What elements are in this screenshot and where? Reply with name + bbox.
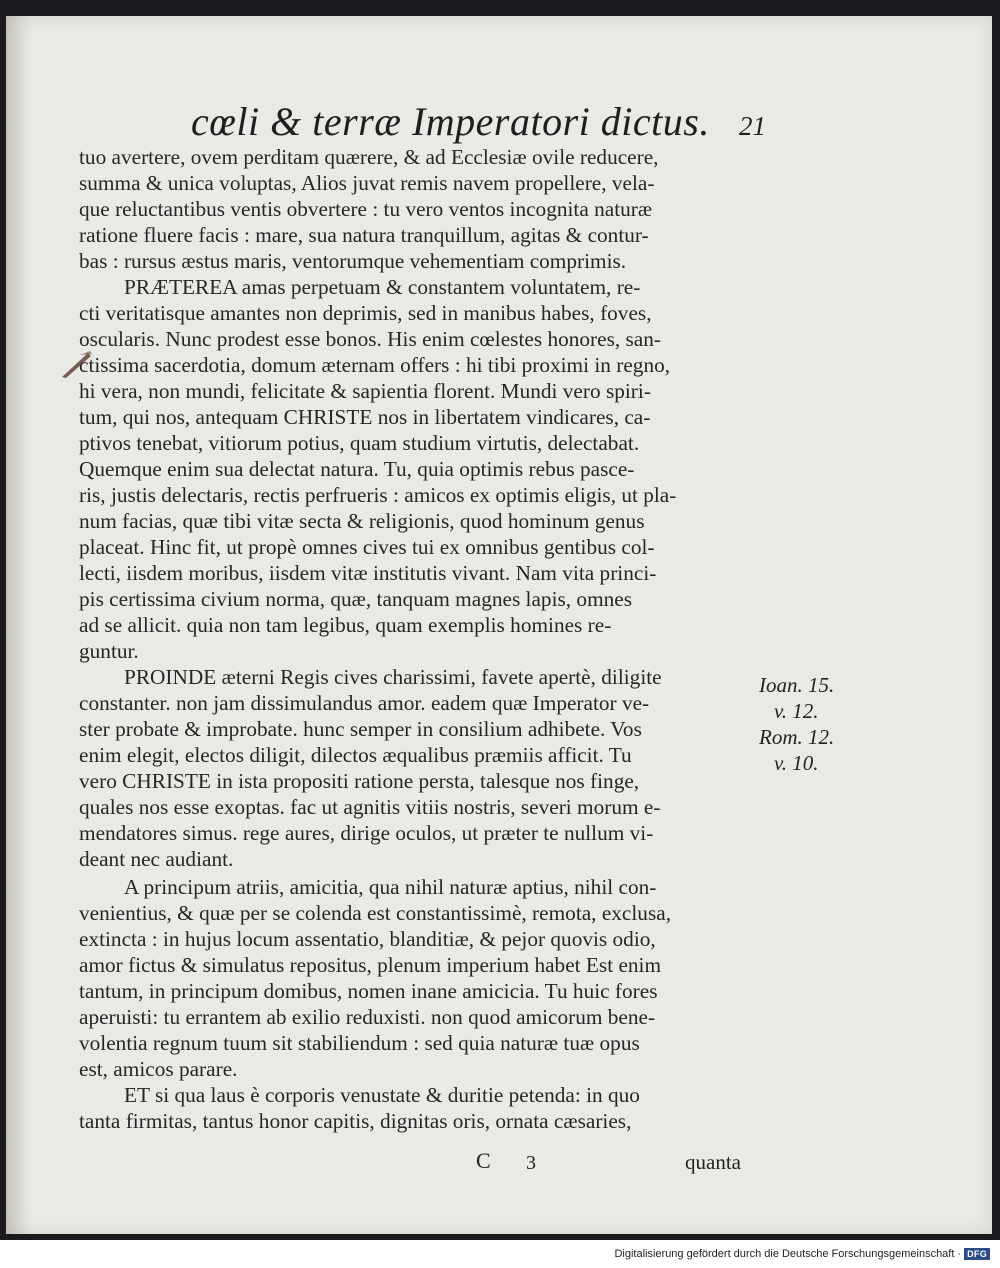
- text-line: tuo avertere, ovem perditam quærere, & ad Ecclesiæ ovile reducere,: [79, 145, 659, 169]
- attribution-text: Digitalisierung gefördert durch die Deutsche Forschungsgemeinschaft: [614, 1248, 955, 1260]
- text-line: deant nec audiant.: [79, 847, 234, 871]
- text-line: ET si qua laus è corporis venustate & duritie petenda: in quo: [124, 1083, 640, 1107]
- text-line: pis certissima civium norma, quæ, tanquam magnes lapis, omnes: [79, 587, 633, 611]
- text-line: quales nos esse exoptas. fac ut agnitis vitiis nostris, severi morum e-: [79, 795, 661, 819]
- text-line: bas : rursus æstus maris, ventorumque vehementiam comprimis.: [79, 249, 627, 273]
- text-line: vero CHRISTE in ista propositi ratione persta, talesque nos finge,: [79, 769, 640, 793]
- text-line: que reluctantibus ventis obvertere : tu vero ventos incognita naturæ: [79, 197, 653, 221]
- text-line: enim elegit, electos diligit, dilectos æqualibus præmiis afficit. Tu: [79, 743, 632, 767]
- text-line: ad se allicit. quia non tam legibus, quam exemplis homines re-: [79, 613, 612, 637]
- text-line: A principum atriis, amicitia, qua nihil naturæ aptius, nihil con-: [124, 875, 657, 899]
- text-line: ster probate & improbate. hunc semper in consilium adhibete. Vos: [79, 717, 642, 741]
- text-line: ptivos tenebat, vitiorum potius, quam studium virtutis, delectabat.: [79, 431, 640, 455]
- running-title: cœli & terræ Imperatori dictus.: [191, 99, 710, 144]
- dfg-logo-icon: DFG: [964, 1248, 990, 1260]
- text-line: oscularis. Nunc prodest esse bonos. His enim cœlestes honores, san-: [79, 327, 662, 351]
- text-line: tanta firmitas, tantus honor capitis, dignitas oris, ornata cæsaries,: [79, 1109, 632, 1133]
- text-line: ctissima sacerdotia, domum æternam offers : hi tibi proximi in regno,: [79, 353, 671, 377]
- margin-note: Rom. 12.: [759, 725, 835, 749]
- text-line: PRÆTEREA amas perpetuam & constantem voluntatem, re-: [124, 275, 641, 299]
- signature-mark: C: [476, 1148, 491, 1173]
- catchword: quanta: [685, 1150, 741, 1174]
- text-line: num facias, quæ tibi vitæ secta & religionis, quod hominum genus: [79, 509, 645, 533]
- text-line: guntur.: [79, 639, 139, 663]
- text-line: placeat. Hinc fit, ut propè omnes cives tui ex omnibus gentibus col-: [79, 535, 655, 559]
- text-line: aperuisti: tu errantem ab exilio reduxisti. non quod amicorum bene-: [79, 1005, 656, 1029]
- attribution-separator: ·: [957, 1248, 962, 1260]
- text-line: ris, justis delectaris, rectis perfrueris : amicos ex optimis eligis, ut pla-: [79, 483, 677, 507]
- text-line: PROINDE æterni Regis cives charissimi, favete apertè, diligite: [124, 665, 662, 689]
- text-line: constanter. non jam dissimulandus amor. eadem quæ Imperator ve-: [79, 691, 650, 715]
- book-page: [6, 16, 992, 1234]
- margin-note: v. 10.: [774, 751, 819, 775]
- text-line: tum, qui nos, antequam CHRISTE nos in libertatem vindicares, ca-: [79, 405, 651, 429]
- signature-number: 3: [526, 1152, 536, 1174]
- text-line: hi vera, non mundi, felicitate & sapientia florent. Mundi vero spiri-: [79, 379, 651, 403]
- text-line: extincta : in hujus locum assentatio, blanditiæ, & pejor quovis odio,: [79, 927, 656, 951]
- text-line: amor fictus & simulatus repositus, plenum imperium habet Est enim: [79, 953, 662, 977]
- text-line: venientius, & quæ per se colenda est constantissimè, remota, exclusa,: [79, 901, 672, 925]
- text-line: mendatores simus. rege aures, dirige oculos, ut præter te nullum vi-: [79, 821, 654, 845]
- text-line: cti veritatisque amantes non deprimis, sed in manibus habes, foves,: [79, 301, 652, 325]
- text-line: Quemque enim sua delectat natura. Tu, quia optimis rebus pasce-: [79, 457, 635, 481]
- text-line: lecti, iisdem moribus, iisdem vitæ institutis vivant. Nam vita princi-: [79, 561, 657, 585]
- margin-note: Ioan. 15.: [759, 673, 835, 697]
- text-line: volentia regnum tuum sit stabiliendum : sed quia naturæ tuæ opus: [79, 1031, 640, 1055]
- dfg-attribution: [614, 1248, 990, 1260]
- text-line: summa & unica voluptas, Alios juvat remis navem propellere, vela-: [79, 171, 655, 195]
- text-line: ratione fluere facis : mare, sua natura tranquillum, agitas & contur-: [79, 223, 649, 247]
- text-line: tantum, in principum domibus, nomen inane amicicia. Tu huic fores: [79, 979, 658, 1003]
- margin-note: v. 12.: [774, 699, 819, 723]
- page-number: 21: [739, 111, 766, 141]
- body-text: [79, 16, 769, 1256]
- text-line: est, amicos parare.: [79, 1057, 238, 1081]
